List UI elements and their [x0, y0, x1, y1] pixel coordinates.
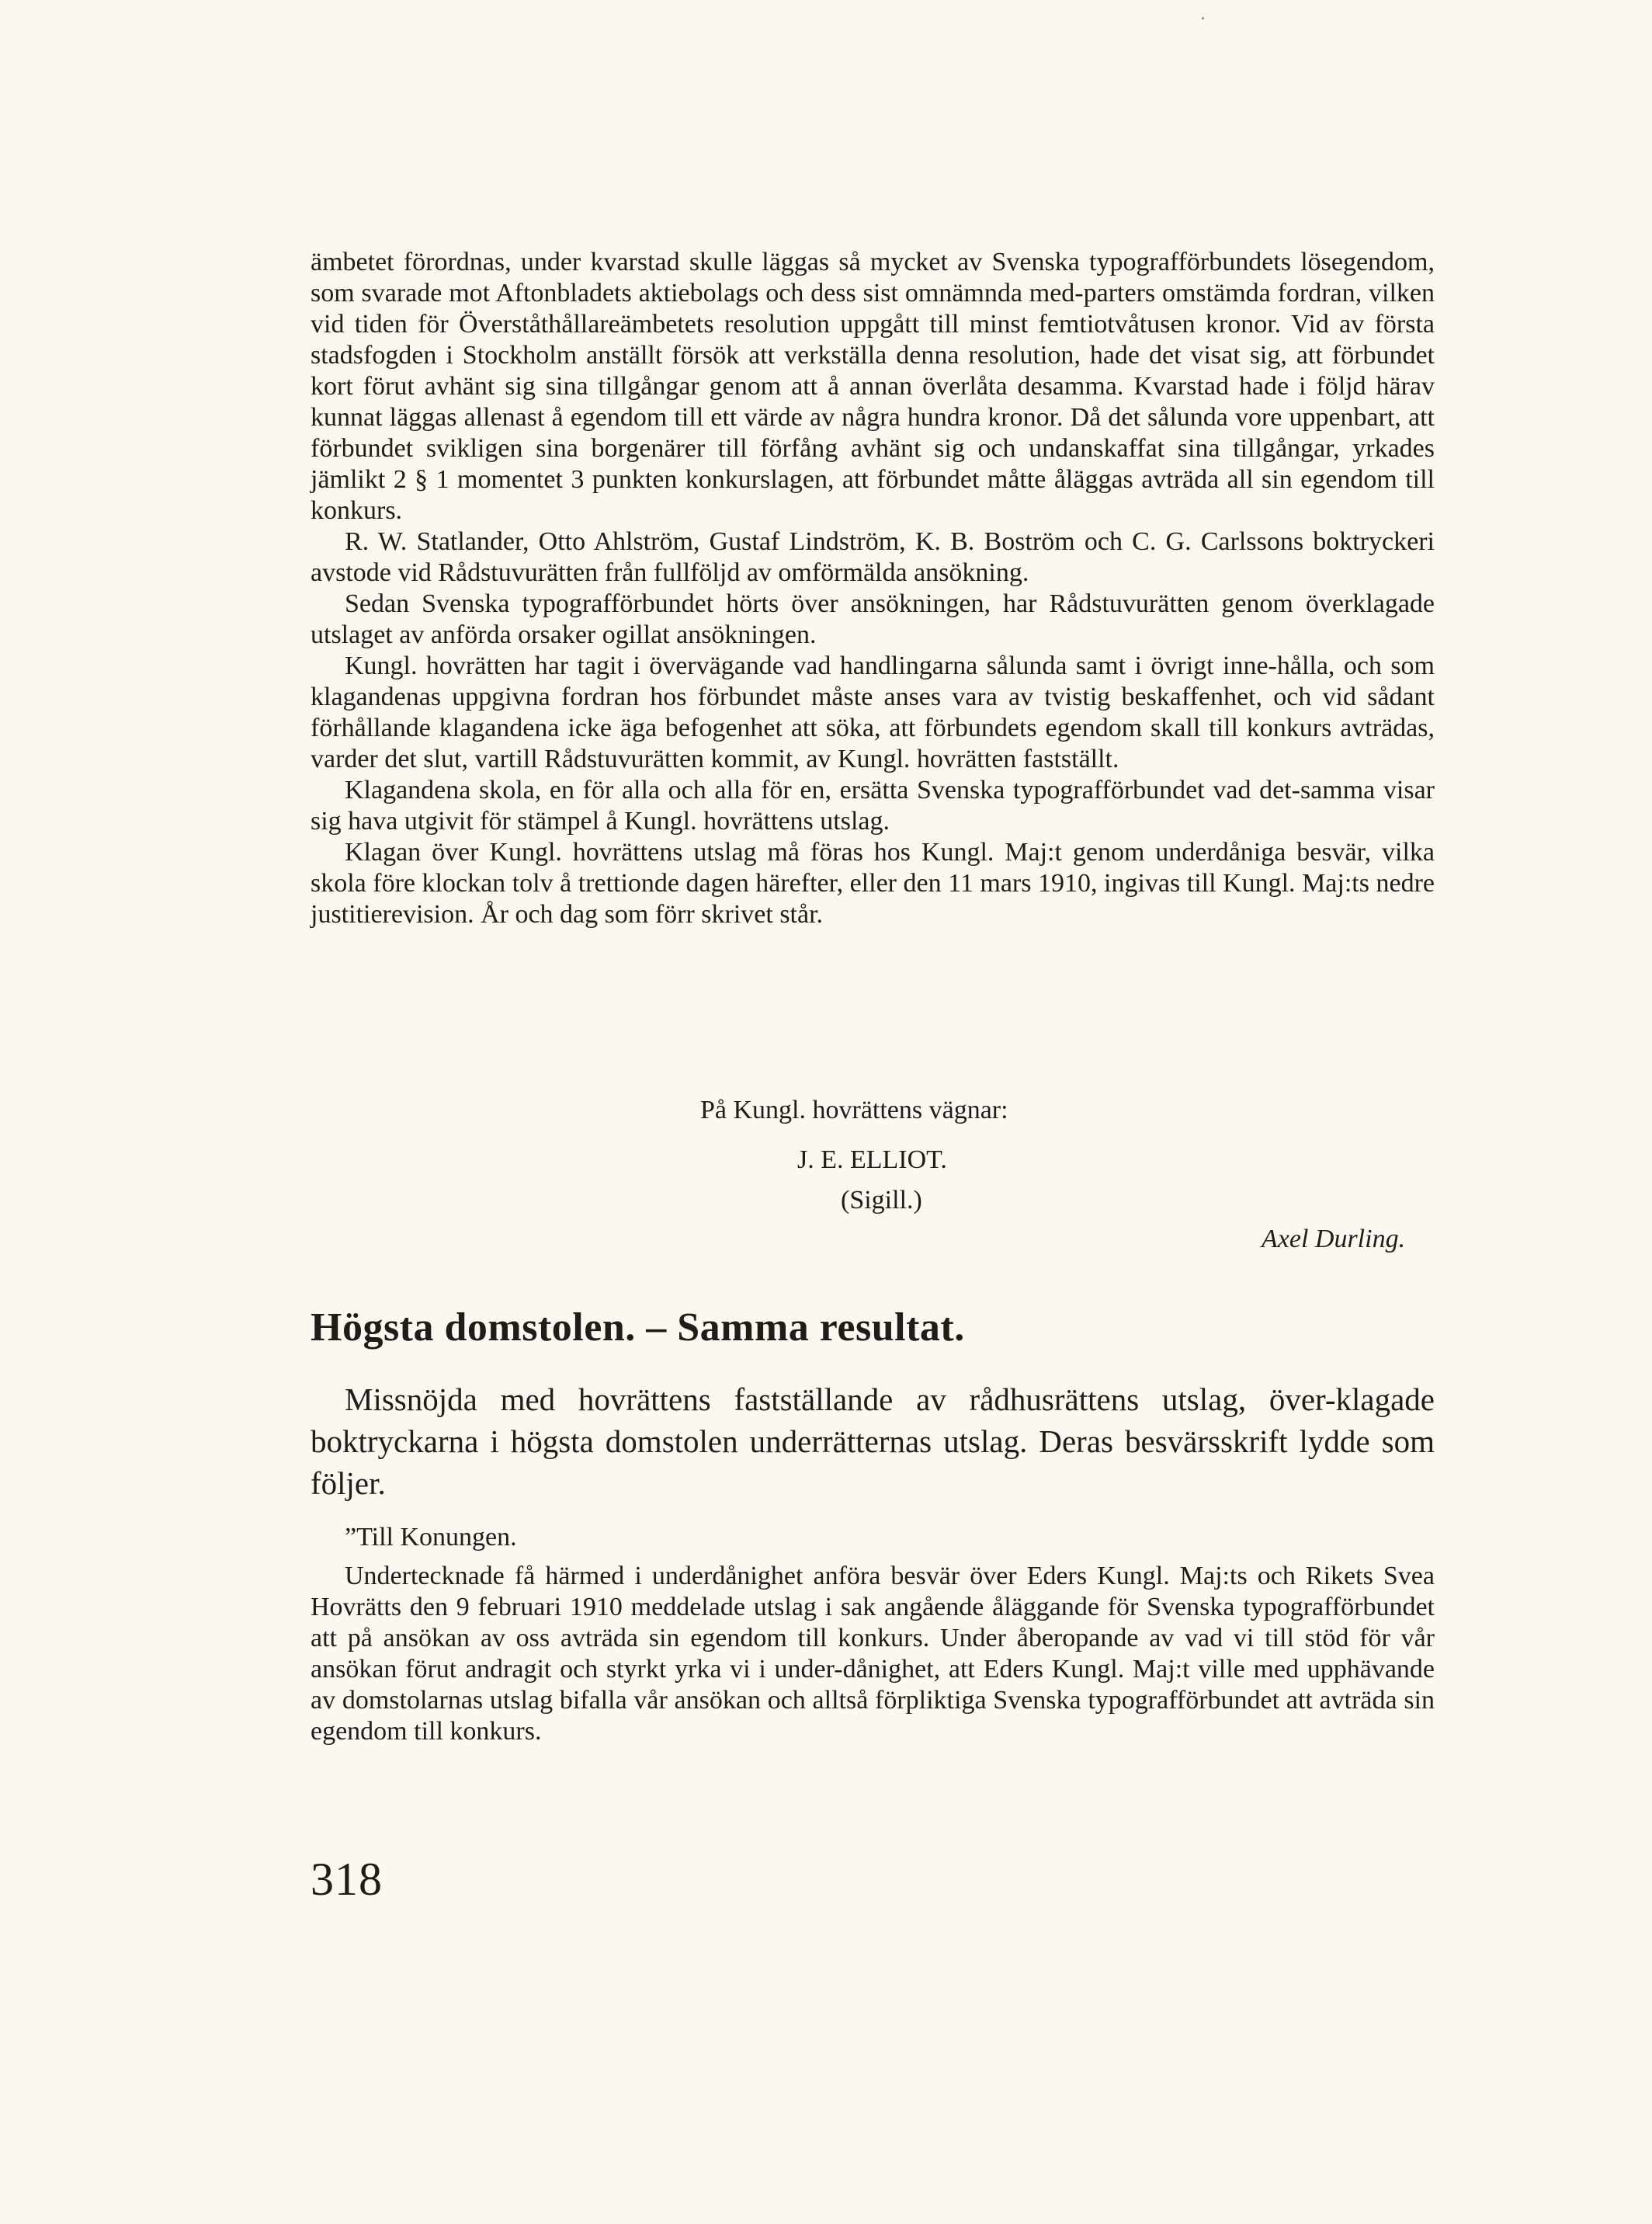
- page-number: 318: [311, 1854, 383, 1905]
- signer-name: J. E. ELLIOT.: [797, 1145, 947, 1174]
- letter-salutation: ”Till Konungen.: [345, 1523, 517, 1552]
- paragraph: Kungl. hovrätten har tagit i övervägande vad handlingarna sålunda samt i övrigt inne-hålla, och som klagandenas uppgivna fordran hos förbundet måste anses vara av tvistig beskaffenhet, och vid sådant förhållande klagandena icke äga befogenhet att söka, att förbundets egendom skall till konkurs avträdas, varder det slut, vartill Rådstuvurätten kommit, av Kungl. hovrätten fastställt.: [311, 652, 1435, 773]
- paragraph: R. W. Statlander, Otto Ahlström, Gustaf Lindström, K. B. Boström och C. G. Carlssons boktryckeri avstode vid Rådstuvurätten från fullföljd av omförmälda ansökning.: [311, 527, 1435, 587]
- judgment-text: [311, 247, 1435, 930]
- on-behalf-line: På Kungl. hovrättens vägnar:: [700, 1096, 1008, 1124]
- paragraph: Sedan Svenska typografförbundet hörts över ansökningen, har Rådstuvurätten genom överklagade utslaget av anförda orsaker ogillat ansökningen.: [311, 589, 1435, 649]
- lead-text: Missnöjda med hovrättens fastställande av rådhusrättens utslag, över-klagade boktryckarna i högsta domstolen underrätternas utslag. Deras besvärsskrift lydde som följer.: [311, 1381, 1435, 1501]
- signature-block: [311, 1095, 1435, 1266]
- countersignature: Axel Durling.: [1262, 1225, 1406, 1253]
- letter-body: Undertecknade få härmed i underdånighet anföra besvär över Eders Kungl. Maj:ts och Rikets Svea Hovrätts den 9 februari 1910 meddelade utslag i sak angående åläggande för Svenska typografförbundet att på ansökan av oss avträda sin egendom till konkurs. Under åberopande av vad vi till stöd för vår ansökan förut andragit och styrkt yrka vi i under-dånighet, att Eders Kungl. Maj:t ville med upphävande av domstolarnas utslag bifalla vår ansökan och alltså förpliktiga Svenska typografförbundet att avträda sin egendom till konkurs.: [311, 1562, 1435, 1746]
- paper-speck: [1202, 17, 1204, 19]
- lead-paragraph: [311, 1378, 1435, 1504]
- seal-note: (Sigill.): [841, 1186, 922, 1215]
- section-heading: Högsta domstolen. – Samma resultat.: [311, 1305, 965, 1350]
- paragraph: Klagan över Kungl. hovrättens utslag må föras hos Kungl. Maj:t genom underdåniga besvär, vilka skola före klockan tolv å trettionde dagen härefter, eller den 11 mars 1910, ingivas till Kungl. Maj:ts nedre justitierevision. År och dag som förr skrivet står.: [311, 838, 1435, 929]
- paragraph: ämbetet förordnas, under kvarstad skulle läggas så mycket av Svenska typografförbundets lösegendom, som svarade mot Aftonbladets aktiebolags och dess sist omnämnda med-parters omstämda fordran, vilken vid tiden för Överståthållareämbetets resolution uppgått till minst femtiotvåtusen kronor. Vid av första stadsfogden i Stockholm anställt försök att verkställa denna resolution, hade det visat sig, att förbundet kort förut avhänt sig sina tillgångar genom att å annan överlåta desamma. Kvarstad hade i följd härav kunnat läggas allenast å egendom till ett värde av några hundra kronor. Då det sålunda vore uppenbart, att förbundet svikligen sina borgenärer till förfång avhänt sig och undanskaffat sina tillgångar, yrkades jämlikt 2 § 1 momentet 3 punkten konkurslagen, att förbundet måtte åläggas avträda all sin egendom till konkurs.: [311, 248, 1435, 525]
- appeal-letter: [311, 1522, 1435, 1747]
- paragraph: Klagandena skola, en för alla och alla för en, ersätta Svenska typografförbundet vad det-samma visar sig hava utgivit för stämpel å Kungl. hovrättens utslag.: [311, 776, 1435, 836]
